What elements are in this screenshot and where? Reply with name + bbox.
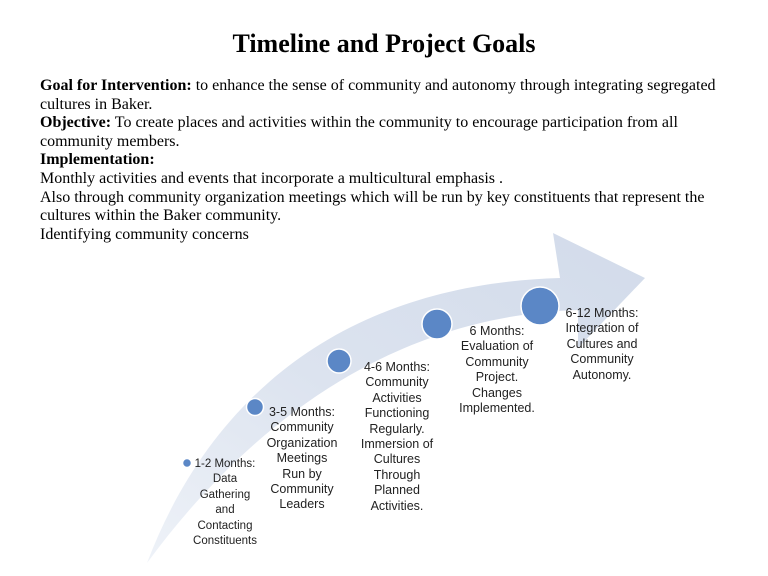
goal-label: Goal for Intervention: xyxy=(40,77,192,94)
page-title: Timeline and Project Goals xyxy=(232,29,536,58)
milestone-label-5: 6-12 Months: Integration of Cultures and Community Autonomy. xyxy=(565,306,639,382)
milestone-label-2: 3-5 Months: Community Organization Meetings Run by Community Leaders xyxy=(266,405,338,512)
objective-label: Objective: xyxy=(40,114,112,132)
milestone-label-1: 1-2 Months: Data Gathering and Contacting Constituents xyxy=(193,458,257,548)
implementation-label: Implementation: xyxy=(40,151,155,169)
milestone-dot-3 xyxy=(327,349,351,373)
implementation-line-1: Monthly activities and events that incorporate a multicultural emphasis . xyxy=(40,169,503,187)
milestone-dot-4 xyxy=(422,309,452,339)
objective-text: To create places and activities within the community to encourage participation from all community members. xyxy=(40,114,678,150)
milestone-label-3: 4-6 Months: Community Activities Functioning Regularly. Immersion of Cultures Through Planned Activities. xyxy=(360,360,434,513)
implementation-line-2: Also through community organization meetings which will be run by key constituents that represent the cultures within the Baker community. xyxy=(40,188,705,225)
goal-text: to enhance the sense of community and autonomy through integrating segregated cultures in Baker. xyxy=(40,77,716,113)
implementation-line-3: Identifying community concerns xyxy=(40,225,249,243)
milestone-label-4: 6 Months: Evaluation of Community Project. Changes Implemented. xyxy=(459,324,535,416)
milestone-dot-5 xyxy=(521,287,559,325)
